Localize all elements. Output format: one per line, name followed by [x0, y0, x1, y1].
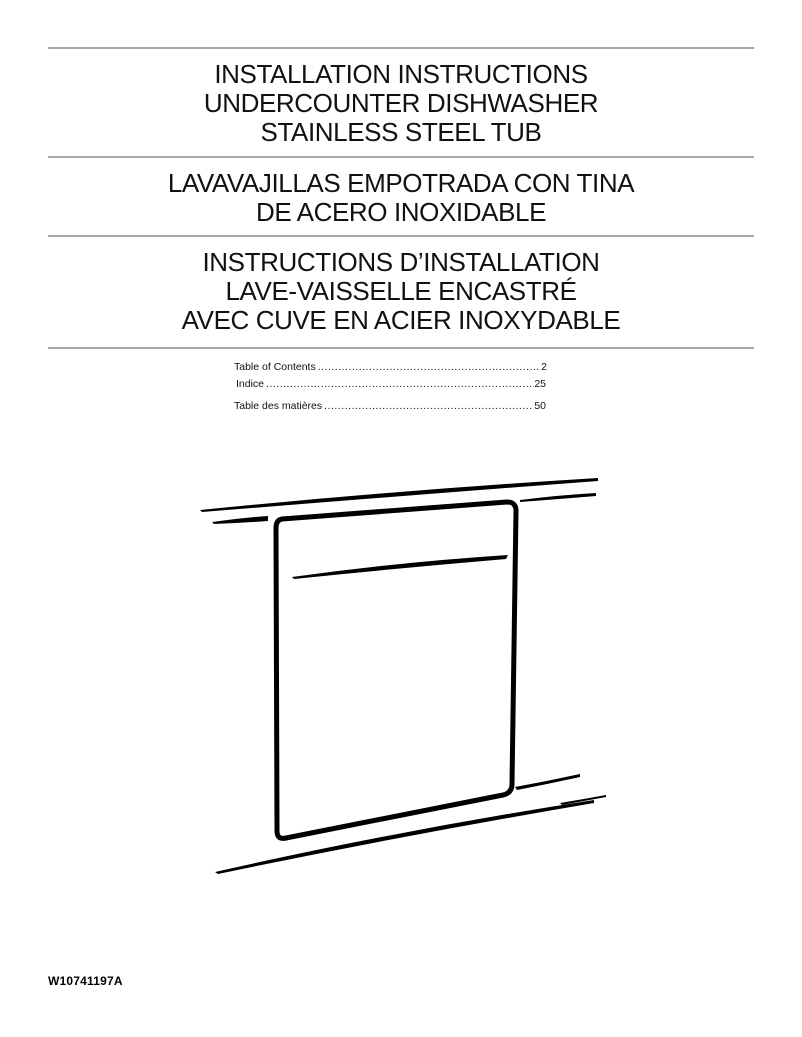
english-title-line-2: UNDERCOUNTER DISHWASHER [203, 88, 599, 118]
rule-after-spanish-title [48, 235, 754, 237]
toc-page-number: 2 [541, 361, 547, 373]
toc-entry-spanish[interactable] [236, 378, 546, 391]
dishwasher-door-outline [276, 502, 516, 838]
toc-leader-dots [324, 400, 532, 413]
spanish-title-line-2: DE ACERO INOXIDABLE [255, 197, 547, 227]
table-of-contents [234, 361, 554, 421]
spanish-title [48, 169, 754, 227]
control-panel-stroke [292, 555, 508, 579]
toc-entry-french[interactable] [234, 400, 546, 413]
french-title-line-1: INSTRUCTIONS D’INSTALLATION [202, 247, 600, 277]
toc-leader-dots [266, 378, 534, 391]
english-title-line-3: STAINLESS STEEL TUB [260, 117, 542, 147]
toc-entry-english[interactable] [234, 361, 547, 374]
document-number: W10741197A [48, 974, 123, 988]
toc-label: Indice [236, 378, 265, 390]
french-title-line-2: LAVE-VAISSELLE ENCASTRÉ [225, 276, 577, 306]
rule-after-english-title [48, 156, 754, 158]
english-title-line-1: INSTALLATION INSTRUCTIONS [214, 59, 588, 89]
top-rule [48, 47, 754, 49]
toe-kick-right-stroke [515, 774, 580, 790]
spanish-title-line-1: LAVAVAJILLAS EMPOTRADA CON TINA [167, 168, 635, 198]
countertop-edge-stroke [200, 478, 598, 512]
toc-label: Table des matières [234, 400, 323, 412]
toc-page-number: 50 [534, 400, 546, 412]
countertop-left-stroke [212, 516, 268, 524]
toc-leader-dots [318, 361, 539, 374]
rule-after-french-title [48, 347, 754, 349]
floor-line-stroke [215, 800, 594, 874]
toc-label: Table of Contents [234, 361, 316, 373]
english-title [48, 60, 754, 147]
french-title-line-3: AVEC CUVE EN ACIER INOXYDABLE [181, 305, 621, 335]
french-title [48, 248, 754, 335]
toc-page-number: 25 [534, 378, 546, 390]
dishwasher-illustration [190, 470, 610, 880]
countertop-right-stroke [520, 493, 596, 502]
